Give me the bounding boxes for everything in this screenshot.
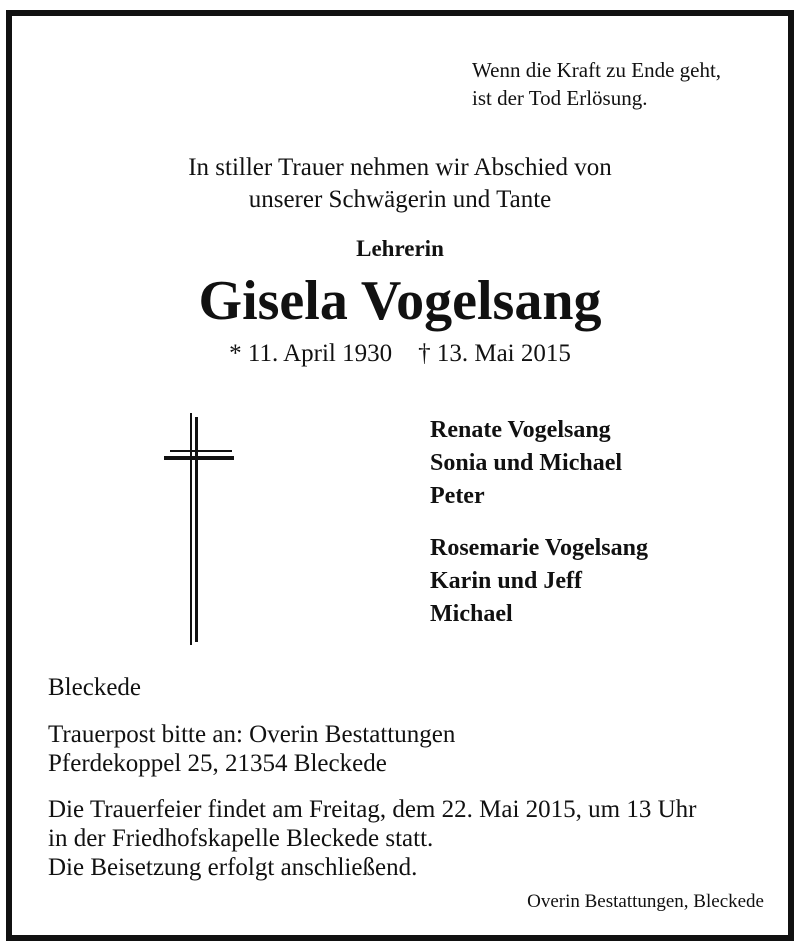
intro-text [12,152,788,216]
death-date: † 13. Mai 2015 [418,340,571,367]
birth-date: * 11. April 1930 [229,340,393,367]
motto-line-1: Wenn die Kraft zu Ende geht, [472,58,722,82]
condolence-address [48,720,455,778]
service-line-1: Die Trauerfeier findet am Freitag, dem 22. Mai 2015, um 13 Uhr [48,796,697,823]
intro-line-2: unserer Schwägerin und Tante [248,186,552,213]
mourner-group-2 [430,532,648,631]
motto [472,56,721,112]
profession: Lehrerin [356,236,444,261]
post-line-2: Pferdekoppel 25, 21354 Bleckede [48,750,387,777]
service-line-3: Die Beisetzung erfolgt anschließend. [48,854,418,881]
service-line-2: in der Friedhofskapelle Bleckede statt. [48,825,434,852]
obituary-notice [6,10,794,941]
life-dates [12,340,788,368]
service-info [48,795,696,882]
mourner-name: Peter [430,483,485,509]
mourner-name: Karin und Jeff [430,568,583,594]
mourner-group-1 [430,414,622,513]
mourner-name: Rosemarie Vogelsang [430,535,648,561]
intro-line-1: In stiller Trauer nehmen wir Abschied von [188,154,612,181]
latin-cross-icon [154,413,238,645]
mourner-name: Michael [430,601,513,627]
post-line-1: Trauerpost bitte an: Overin Bestattungen [48,721,456,748]
mourner-name: Renate Vogelsang [430,417,611,443]
deceased-name: Gisela Vogelsang [198,270,602,332]
mourner-name: Sonia und Michael [430,450,623,476]
funeral-home: Overin Bestattungen, Bleckede [527,891,764,912]
place: Bleckede [48,674,142,701]
motto-line-2: ist der Tod Erlösung. [472,86,648,110]
